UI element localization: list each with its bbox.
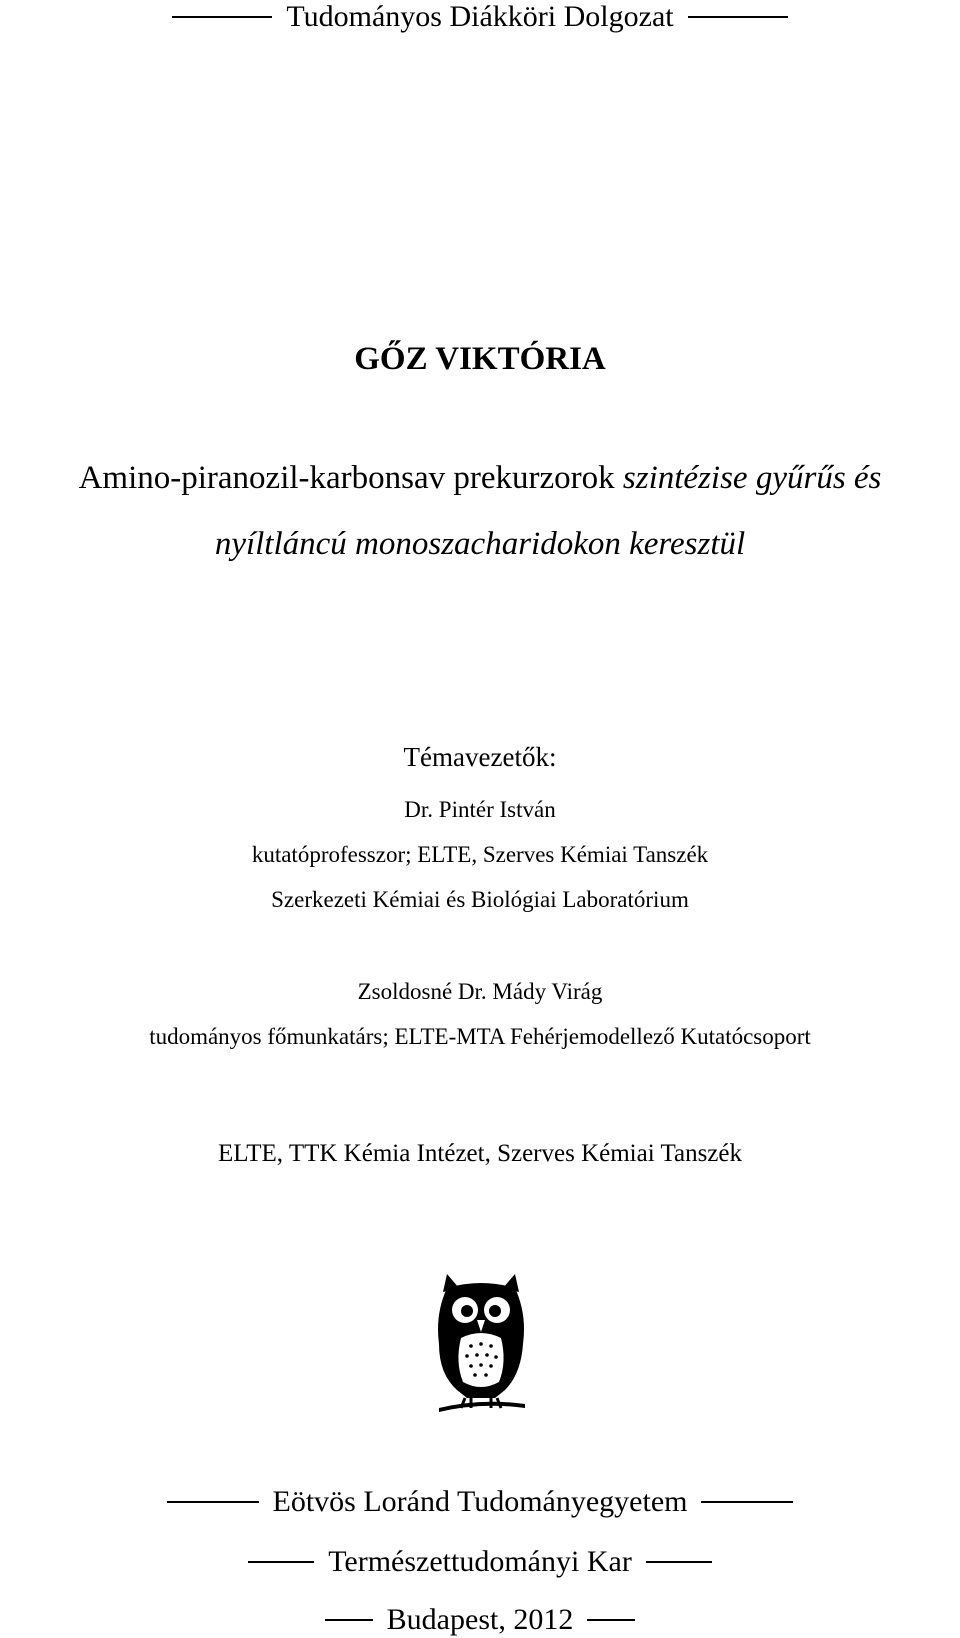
heading-rule-left — [172, 16, 272, 18]
owl-icon — [433, 1274, 529, 1416]
supervisor-2-name: Zsoldosné Dr. Mády Virág — [357, 979, 603, 1004]
city-rule-left — [325, 1619, 373, 1621]
supervisor-1-name: Dr. Pintér István — [404, 797, 556, 822]
supervisor-1-lab: Szerkezeti Kémiai és Biológiai Laboratórium — [271, 887, 689, 912]
document-type-heading — [0, 2, 960, 32]
document-type-text: Tudományos Diákköri Dolgozat — [286, 0, 674, 33]
heading-rule-right — [688, 16, 788, 18]
university-heading — [0, 1487, 960, 1517]
thesis-title-italic: szintézise gyűrűs és — [622, 460, 882, 496]
university-rule-left — [167, 1501, 259, 1503]
faculty-heading — [0, 1547, 960, 1577]
faculty-rule-left — [248, 1561, 314, 1563]
faculty-name: Természettudományi Kar — [328, 1545, 632, 1578]
city-year-heading — [0, 1605, 960, 1635]
supervisor-2-position: tudományos főmunkatárs; ELTE-MTA Fehérjemodellező Kutatócsoport — [149, 1024, 811, 1049]
faculty-rule-right — [646, 1561, 712, 1563]
thesis-title-line-1 — [0, 462, 960, 495]
institute-name: ELTE, TTK Kémia Intézet, Szerves Kémiai Tanszék — [218, 1140, 742, 1167]
thesis-title-line-2: nyíltláncú monoszacharidokon keresztül — [214, 526, 746, 562]
supervisor-1-position: kutatóprofesszor; ELTE, Szerves Kémiai Tanszék — [251, 842, 709, 867]
thesis-title-regular: Amino-piranozil-karbonsav prekurzorok — [78, 460, 623, 496]
city-year: Budapest, 2012 — [386, 1603, 574, 1636]
city-rule-right — [587, 1619, 635, 1621]
university-name: Eötvös Loránd Tudományegyetem — [272, 1485, 688, 1518]
supervisors-label: Témavezetők: — [403, 742, 557, 772]
author-name: GŐZ VIKTÓRIA — [354, 341, 606, 377]
university-rule-right — [701, 1501, 793, 1503]
